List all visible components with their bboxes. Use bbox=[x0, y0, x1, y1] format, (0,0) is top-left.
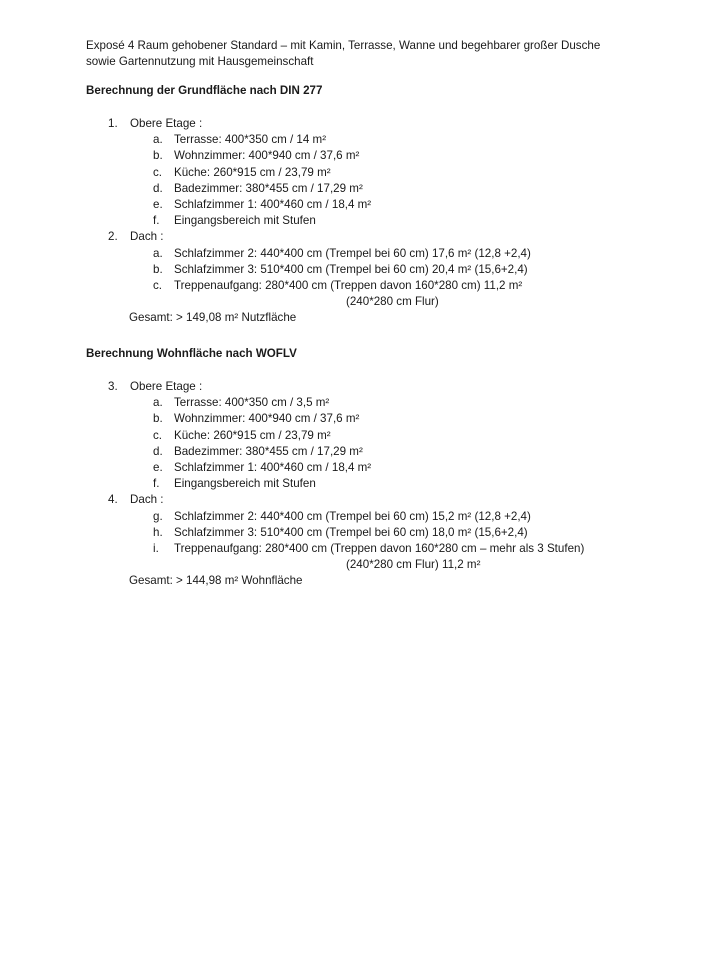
list-item bbox=[86, 428, 706, 444]
list-item bbox=[86, 278, 706, 294]
group-header bbox=[86, 229, 706, 245]
list-item bbox=[86, 132, 706, 148]
item-marker: f. bbox=[153, 477, 160, 491]
list-item bbox=[86, 411, 706, 427]
list-item bbox=[86, 525, 706, 541]
item-text: Badezimmer: 380*455 cm / 17,29 m² bbox=[174, 444, 363, 458]
list-item bbox=[86, 395, 706, 411]
intro-line-1: Exposé 4 Raum gehobener Standard – mit Kamin, Terrasse, Wanne und begehbarer großer Dusche bbox=[86, 39, 601, 52]
item-text: Terrasse: 400*350 cm / 3,5 m² bbox=[174, 396, 330, 410]
section2-heading: Berechnung Wohnfläche nach WOFLV bbox=[86, 347, 297, 360]
item-text: Schlafzimmer 3: 510*400 cm (Trempel bei 60 cm) 20,4 m² (15,6+2,4) bbox=[174, 262, 528, 276]
item-text: Küche: 260*915 cm / 23,79 m² bbox=[174, 165, 331, 179]
continuation-text: (240*280 cm Flur) bbox=[346, 295, 439, 309]
item-marker: b. bbox=[153, 262, 163, 276]
item-text: Schlafzimmer 2: 440*400 cm (Trempel bei 60 cm) 15,2 m² (12,8 +2,4) bbox=[174, 509, 531, 523]
total-text: Gesamt: > 149,08 m² Nutzfläche bbox=[129, 311, 297, 325]
section1-list bbox=[86, 116, 706, 326]
item-text: Eingangsbereich mit Stufen bbox=[174, 214, 316, 228]
group-header bbox=[86, 116, 706, 132]
total-row bbox=[86, 573, 706, 589]
item-marker: c. bbox=[153, 165, 163, 179]
list-item bbox=[86, 148, 706, 164]
item-text: Treppenaufgang: 280*400 cm (Treppen davon 160*280 cm – mehr als 3 Stufen) bbox=[174, 541, 585, 555]
list-item bbox=[86, 444, 706, 460]
item-text: Schlafzimmer 1: 400*460 cm / 18,4 m² bbox=[174, 460, 372, 474]
item-text: Eingangsbereich mit Stufen bbox=[174, 477, 316, 491]
group-label: Dach : bbox=[130, 493, 164, 507]
item-marker: g. bbox=[153, 509, 163, 523]
item-marker: b. bbox=[153, 412, 163, 426]
item-text: Terrasse: 400*350 cm / 14 m² bbox=[174, 133, 327, 147]
item-text: Badezimmer: 380*455 cm / 17,29 m² bbox=[174, 181, 363, 195]
item-marker: a. bbox=[153, 246, 163, 260]
list-item bbox=[86, 476, 706, 492]
item-text: Schlafzimmer 3: 510*400 cm (Trempel bei 60 cm) 18,0 m² (15,6+2,4) bbox=[174, 525, 528, 539]
group-header bbox=[86, 492, 706, 508]
item-marker: i. bbox=[153, 541, 159, 555]
item-marker: b. bbox=[153, 149, 163, 163]
item-marker: d. bbox=[153, 181, 163, 195]
item-marker: f. bbox=[153, 214, 160, 228]
list-item bbox=[86, 213, 706, 229]
list-item bbox=[86, 246, 706, 262]
item-marker: e. bbox=[153, 460, 163, 474]
item-text: Schlafzimmer 2: 440*400 cm (Trempel bei 60 cm) 17,6 m² (12,8 +2,4) bbox=[174, 246, 531, 260]
total-text: Gesamt: > 144,98 m² Wohnfläche bbox=[129, 574, 303, 588]
group-number: 3. bbox=[108, 380, 118, 393]
group-label: Obere Etage : bbox=[130, 380, 203, 393]
list-item-continuation bbox=[86, 557, 706, 573]
item-text: Wohnzimmer: 400*940 cm / 37,6 m² bbox=[174, 149, 360, 163]
group-number: 4. bbox=[108, 493, 118, 507]
group-label: Dach : bbox=[130, 230, 164, 244]
item-marker: d. bbox=[153, 444, 163, 458]
list-item bbox=[86, 165, 706, 181]
item-text: Wohnzimmer: 400*940 cm / 37,6 m² bbox=[174, 412, 360, 426]
item-marker: a. bbox=[153, 396, 163, 410]
item-text: Treppenaufgang: 280*400 cm (Treppen davon 160*280 cm) 11,2 m² bbox=[174, 278, 523, 292]
group-header bbox=[86, 379, 706, 395]
group-number: 2. bbox=[108, 230, 118, 244]
intro-line-2: sowie Gartennutzung mit Hausgemeinschaft bbox=[86, 55, 314, 69]
group-label: Obere Etage : bbox=[130, 117, 203, 130]
item-marker: e. bbox=[153, 197, 163, 211]
section1-heading: Berechnung der Grundfläche nach DIN 277 bbox=[86, 84, 323, 97]
item-text: Schlafzimmer 1: 400*460 cm / 18,4 m² bbox=[174, 197, 372, 211]
list-item-continuation bbox=[86, 294, 706, 310]
list-item bbox=[86, 262, 706, 278]
item-marker: h. bbox=[153, 525, 163, 539]
section2-list bbox=[86, 379, 706, 589]
total-row bbox=[86, 310, 706, 326]
item-marker: c. bbox=[153, 428, 163, 442]
item-marker: c. bbox=[153, 278, 163, 292]
item-text: Küche: 260*915 cm / 23,79 m² bbox=[174, 428, 331, 442]
list-item bbox=[86, 509, 706, 525]
list-item bbox=[86, 541, 706, 557]
group-number: 1. bbox=[108, 117, 118, 130]
list-item bbox=[86, 181, 706, 197]
item-marker: a. bbox=[153, 133, 163, 147]
list-item bbox=[86, 197, 706, 213]
intro-paragraph bbox=[86, 38, 686, 70]
continuation-text: (240*280 cm Flur) 11,2 m² bbox=[346, 558, 481, 572]
list-item bbox=[86, 460, 706, 476]
